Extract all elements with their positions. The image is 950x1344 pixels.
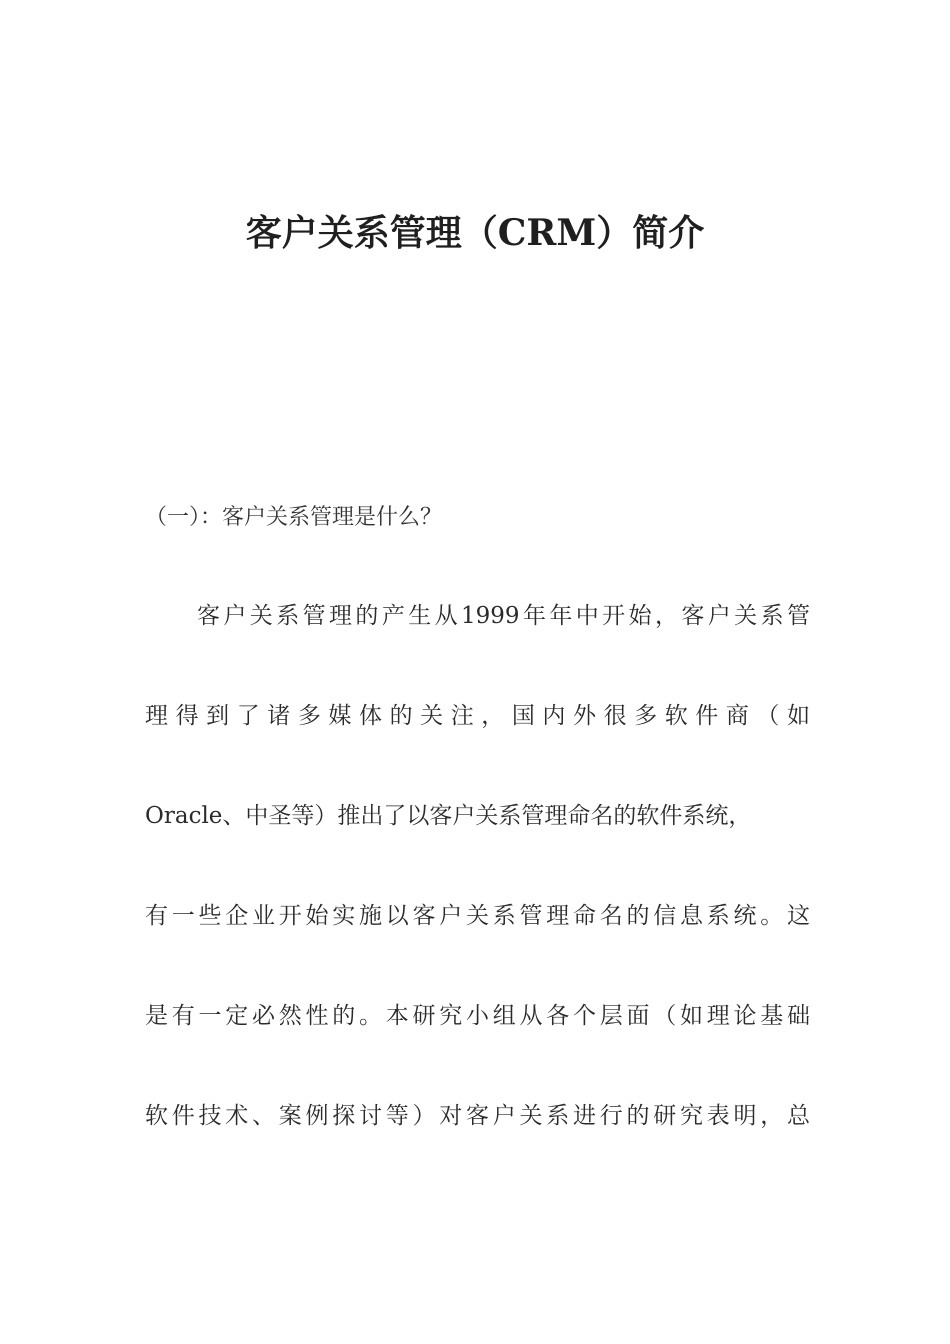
paragraph-line-2: 理得到了诸多媒体的关注，国内外很多软件商（如	[145, 703, 810, 729]
paragraph-line-1: 客户关系管理的产生从1999年年中开始，客户关系管	[197, 603, 810, 629]
paragraph-line-5: 是有一定必然性的。本研究小组从各个层面（如理论基础	[145, 1003, 810, 1029]
paragraph-line-4: 有一些企业开始实施以客户关系管理命名的信息系统。这	[145, 903, 810, 929]
paragraph-line-6: 软件技术、案例探讨等）对客户关系进行的研究表明，总	[145, 1103, 810, 1129]
document-title: 客户关系管理（CRM）简介	[245, 212, 705, 254]
paragraph-line-3: Oracle、中圣等）推出了以客户关系管理命名的软件系统，	[145, 803, 752, 829]
section-heading: （一）：客户关系管理是什么？	[145, 505, 443, 530]
